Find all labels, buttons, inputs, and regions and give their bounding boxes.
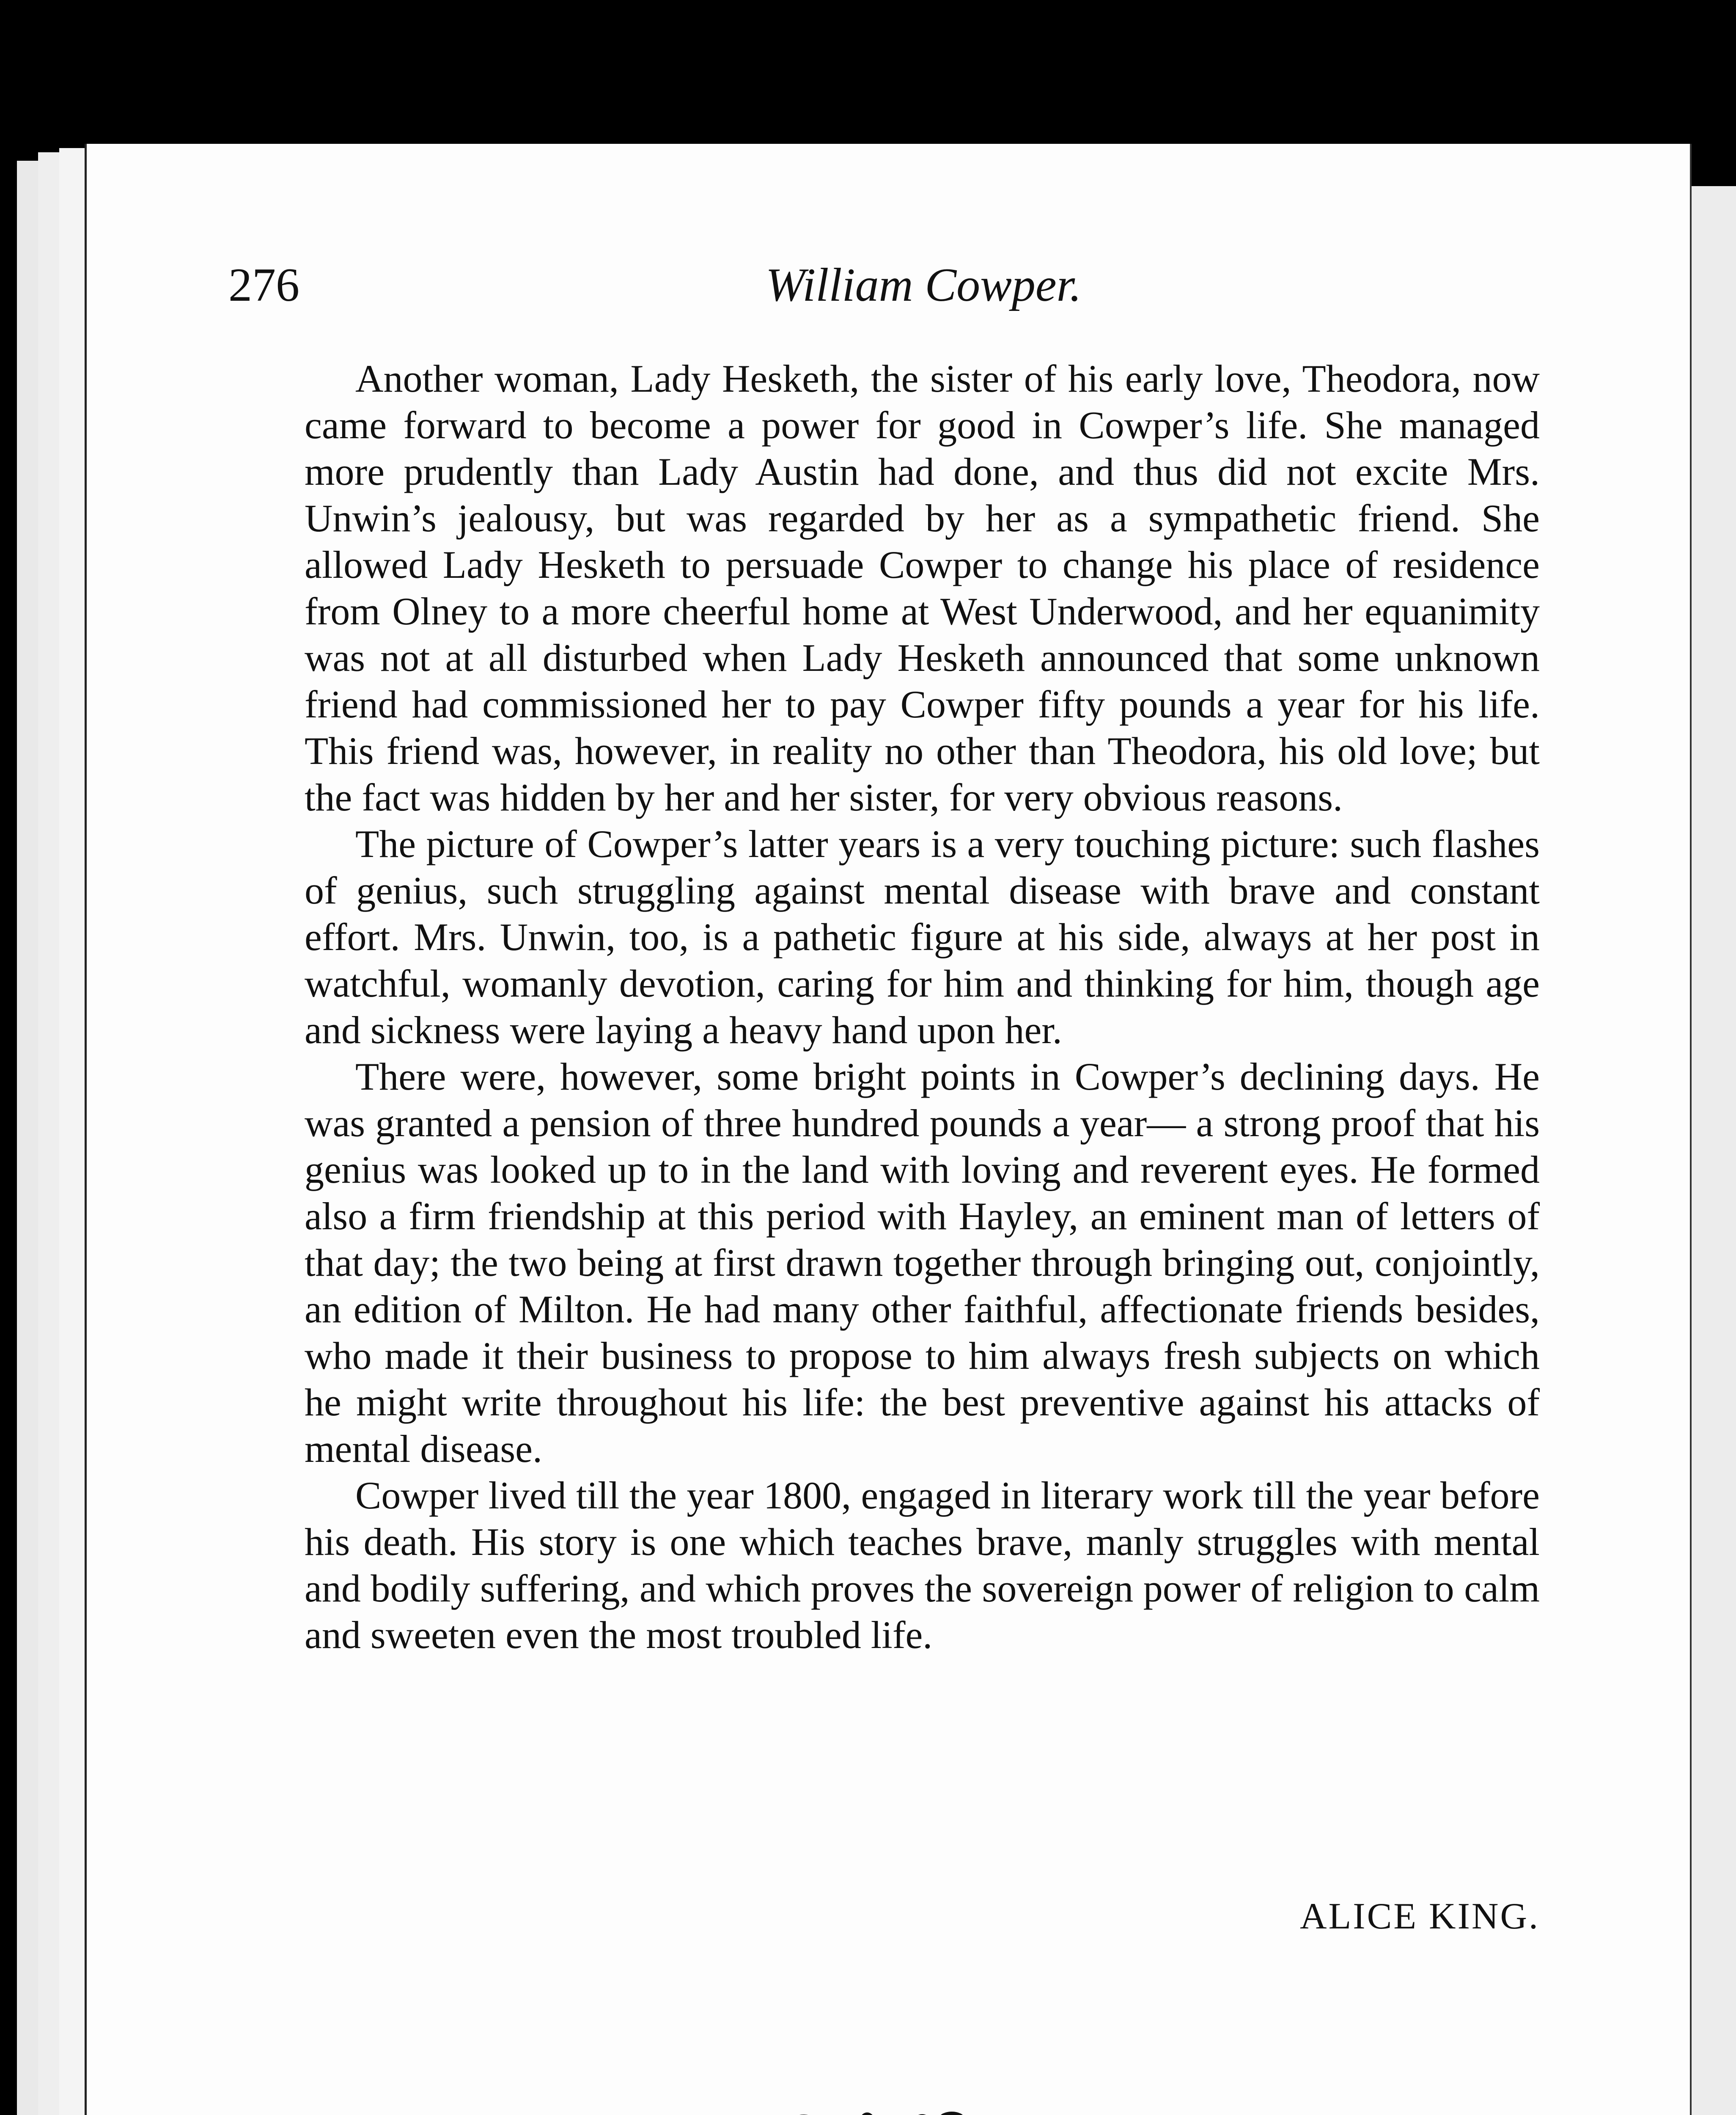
floral-tailpiece-icon [740,2098,1104,2115]
paragraph: The picture of Cowper’s latter years is a very touching picture: such flashes of genius, such struggling against mental disease with brave and constant effort. Mrs. Unwin, too, is a pathetic figure at his side, always at her post in watchful, womanly devotion, caring for him and thinking for him, though age and sickness were laying a heavy hand upon her. [305,822,1540,1052]
running-head [228,258,1540,334]
paragraph: Cowper lived till the year 1800, engaged in literary work till the year before his death. His story is one which teaches brave, manly struggles with mental and bodily suffering, and which proves the sovereign power of religion to calm and sweeten even the most troubled life. [305,1474,1540,1656]
running-title: William Cowper. [766,259,1082,311]
page-number: 276 [228,259,299,311]
body-text [305,355,1540,1658]
paragraph: Another woman, Lady Hesketh, the sister of his early love, Theodora, now came forward to become a power for good in Cowper’s life. She managed more prudently than Lady Austin had done, and thus did not excite Mrs. Unwin’s jealousy, but was regarded by her as a sympathetic friend. She allowed Lady Hesketh to persuade Cowper to change his place of residence from Olney to a more cheerful home at West Underwood, and her equanimity was not at all disturbed when Lady Hesketh announced that some unknown friend had commissioned her to pay Cowper fifty pounds a year for his life. This friend was, however, in reality no other than Theodora, his old love; but the fact was hidden by her and her sister, for very obvious reasons. [305,357,1540,819]
author-signature: ALICE KING. [1299,1896,1540,1937]
paragraph: There were, however, some bright points in Cowper’s declining days. He was granted a pension of three hundred pounds a year— a strong proof that his genius was looked up to in the land with loving and reverent eyes. He formed also a firm friendship at this period with Hayley, an eminent man of letters of that day; the two being at first drawn together through bringing out, conjointly, an edition of Milton. He had many other faithful, affectionate friends besides, who made it their business to propose to him always fresh subjects on which he might write throughout his life: the best preventive against his attacks of mental disease. [305,1055,1540,1470]
